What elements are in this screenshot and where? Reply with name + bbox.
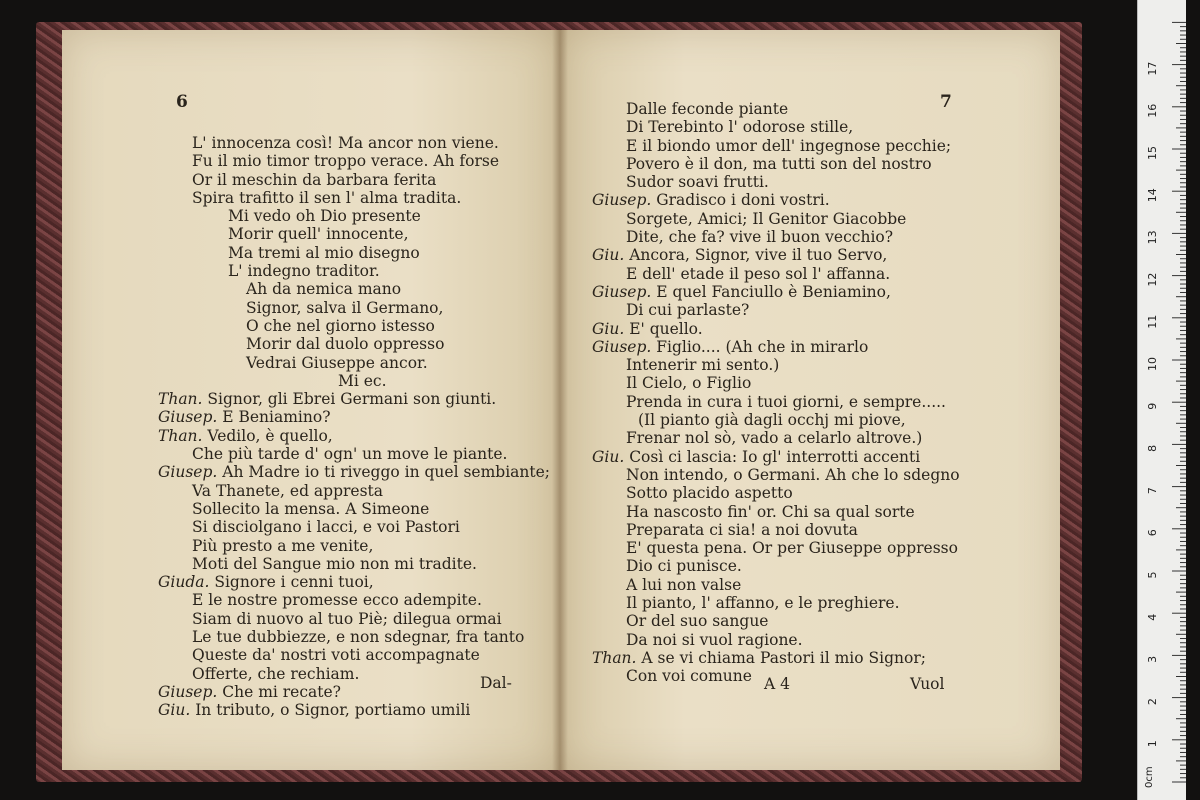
signature-mark: A 4 (764, 675, 790, 693)
text-line (592, 503, 960, 521)
text-line (158, 189, 550, 207)
line-text: O che nel giorno istesso (246, 316, 435, 335)
line-text: Preparata ci sia! a noi dovuta (626, 520, 858, 539)
speaker-name: Giu. (592, 319, 625, 338)
line-text: Sorgete, Amici; Il Genitor Giacobbe (626, 209, 907, 228)
line-text: Mi vedo oh Dio presente (228, 207, 421, 226)
line-text: Che più tarde d' ogn' un move le piante. (192, 445, 508, 464)
text-line (158, 335, 550, 353)
text-line (592, 246, 960, 264)
line-text: Offerte, che rechiam. (192, 664, 360, 683)
text-line (158, 225, 550, 243)
speaker-name: Giu. (158, 701, 191, 720)
line-text: Va Thanete, ed appresta (192, 481, 384, 500)
speaker-name: Giu. (592, 246, 625, 265)
text-line (158, 280, 550, 298)
line-text: Il Cielo, o Figlio (626, 374, 752, 393)
line-text: Così ci lascia: Io gl' interrotti accenti (629, 447, 921, 466)
text-line (158, 408, 550, 426)
text-line (158, 537, 550, 555)
text-line (158, 591, 550, 609)
text-line (158, 445, 550, 463)
line-text: Le tue dubbiezze, e non sdegnar, fra tanto (192, 628, 525, 647)
text-block (592, 100, 960, 686)
catchword: Dal- (480, 674, 512, 692)
text-line (158, 463, 550, 481)
text-line (158, 518, 550, 536)
speaker-name: Than. (592, 648, 637, 667)
text-line (592, 649, 960, 667)
line-text: E il biondo umor dell' ingegnose pecchie; (626, 136, 952, 155)
text-line (592, 320, 960, 338)
speaker-name: Giusep. (158, 682, 218, 701)
line-text: Signor, gli Ebrei Germani son giunti. (207, 390, 497, 409)
catchword: Vuol (910, 675, 945, 693)
text-line (158, 500, 550, 518)
text-line (158, 646, 550, 664)
line-text: Signore i cenni tuoi, (214, 573, 374, 592)
ruler-number: 17 (1146, 61, 1159, 76)
ruler-number: 4 (1146, 613, 1159, 621)
text-line (592, 448, 960, 466)
text-line (592, 100, 960, 118)
line-text: Che mi recate? (222, 682, 341, 701)
text-line (592, 228, 960, 246)
line-text: In tributo, o Signor, portiamo umili (195, 701, 471, 720)
text-line (158, 372, 550, 390)
line-text: E dell' etade il peso sol l' affanna. (626, 264, 891, 283)
line-text: Spira trafitto il sen l' alma tradita. (192, 188, 462, 207)
line-text: Fu il mio timor troppo verace. Ah forse (192, 152, 500, 171)
line-text: Morir dal duolo oppresso (246, 335, 445, 354)
speaker-name: Giusep. (592, 337, 652, 356)
line-text: Dalle feconde piante (626, 100, 789, 118)
line-text: Sudor soavi frutti. (626, 173, 769, 192)
text-line (158, 207, 550, 225)
line-text: Vedilo, è quello, (207, 426, 333, 445)
text-line (158, 628, 550, 646)
text-line (158, 171, 550, 189)
line-text: Ma tremi al mio disegno (228, 243, 420, 262)
line-text: Sollecito la mensa. A Simeone (192, 499, 430, 518)
text-line (592, 356, 960, 374)
text-line (592, 594, 960, 612)
ruler-number: 14 (1146, 188, 1159, 203)
ruler-number: 6 (1146, 529, 1159, 537)
line-text: L' indegno traditor. (228, 262, 380, 281)
text-line (592, 210, 960, 228)
line-text: Ah Madre io ti riveggo in quel sembiante; (222, 463, 551, 482)
text-line (592, 393, 960, 411)
speaker-name: Than. (158, 390, 203, 409)
text-line (158, 482, 550, 500)
speaker-name: Giusep. (592, 282, 652, 301)
text-line (592, 173, 960, 191)
text-line (158, 555, 550, 573)
text-line (158, 610, 550, 628)
line-text: A se vi chiama Pastori il mio Signor; (641, 648, 926, 667)
ruler-number: 3 (1146, 655, 1159, 663)
line-text: A lui non valse (626, 575, 742, 594)
line-text: Dio ci punisce. (626, 557, 742, 576)
text-line (592, 557, 960, 575)
speaker-name: Giu. (592, 447, 625, 466)
left-page (62, 30, 560, 770)
line-text: Moti del Sangue mio non mi tradite. (192, 554, 477, 573)
measuring-ruler (1137, 0, 1186, 800)
text-line (592, 429, 960, 447)
line-text: Di cui parlaste? (626, 301, 750, 320)
line-text: Gradisco i doni vostri. (656, 191, 830, 210)
ruler-scale (1138, 0, 1186, 800)
line-text: E Beniamino? (222, 408, 331, 427)
page-number: 6 (176, 92, 188, 112)
text-line (592, 374, 960, 392)
text-line (592, 539, 960, 557)
ruler-number: 1 (1146, 740, 1159, 748)
text-line (592, 411, 960, 429)
text-line (592, 191, 960, 209)
ruler-number: 12 (1146, 272, 1159, 287)
line-text: Morir quell' innocente, (228, 225, 409, 244)
text-line (592, 155, 960, 173)
line-text: Povero è il don, ma tutti son del nostro (626, 154, 932, 173)
line-text: Si disciolgano i lacci, e voi Pastori (192, 518, 460, 537)
line-text: Dite, che fa? vive il buon vecchio? (626, 228, 894, 247)
line-text: Ah da nemica mano (246, 280, 402, 299)
ruler-number: 9 (1146, 402, 1159, 410)
ruler-number: 16 (1146, 103, 1159, 118)
text-block (158, 134, 550, 720)
line-text: Siam di nuovo al tuo Piè; dilegua ormai (192, 609, 502, 628)
text-line (158, 427, 550, 445)
ruler-number: 8 (1146, 444, 1159, 452)
ruler-number: 5 (1146, 571, 1159, 579)
text-line (592, 466, 960, 484)
line-text: Queste da' nostri voti accompagnate (192, 646, 480, 665)
line-text: Intenerir mi sento.) (626, 356, 780, 375)
text-line (158, 152, 550, 170)
ruler-number: 15 (1146, 146, 1159, 160)
text-line (158, 134, 550, 152)
ruler-number: 7 (1146, 487, 1159, 495)
text-line (158, 317, 550, 335)
line-text: Da noi si vuol ragione. (626, 630, 803, 649)
speaker-name: Giusep. (158, 408, 218, 427)
line-text: Ancora, Signor, vive il tuo Servo, (629, 246, 888, 265)
line-text: E' questa pena. Or per Giuseppe oppresso (626, 539, 958, 558)
text-line (592, 612, 960, 630)
text-line (592, 521, 960, 539)
text-line (158, 262, 550, 280)
text-line (592, 118, 960, 136)
line-text: Prenda in cura i tuoi giorni, e sempre..... (626, 392, 946, 411)
text-line (592, 137, 960, 155)
speaker-name: Giusep. (158, 463, 218, 482)
line-text: Con voi comune (626, 667, 752, 686)
line-text: Non intendo, o Germani. Ah che lo sdegno (626, 465, 960, 484)
text-line (158, 573, 550, 591)
ruler-unit-label: 0cm (1144, 766, 1155, 788)
text-line (592, 631, 960, 649)
text-line (158, 244, 550, 262)
text-line (158, 390, 550, 408)
line-text: Or del suo sangue (626, 612, 769, 631)
line-text: Vedrai Giuseppe ancor. (246, 353, 428, 372)
line-text: Il pianto, l' affanno, e le preghiere. (626, 594, 900, 613)
text-line (158, 701, 550, 719)
text-line (592, 265, 960, 283)
speaker-name: Giusep. (592, 191, 652, 210)
text-line (592, 484, 960, 502)
page-number: 7 (940, 92, 952, 112)
text-line (592, 283, 960, 301)
right-page (560, 30, 1060, 770)
line-text: E' quello. (629, 319, 703, 338)
text-line (592, 338, 960, 356)
ruler-number: 10 (1146, 357, 1159, 371)
line-text: Figlio.... (Ah che in mirarlo (656, 337, 869, 356)
text-line (592, 576, 960, 594)
line-text: Più presto a me venite, (192, 536, 374, 555)
text-line (592, 301, 960, 319)
text-line (158, 299, 550, 317)
line-text: Mi ec. (338, 371, 387, 390)
line-text: Or il meschin da barbara ferita (192, 170, 437, 189)
line-text: E le nostre promesse ecco adempite. (192, 591, 482, 610)
line-text: Sotto placido aspetto (626, 484, 793, 503)
line-text: Signor, salva il Germano, (246, 298, 444, 317)
line-text: Frenar nol sò, vado a celarlo altrove.) (626, 429, 923, 448)
speaker-name: Than. (158, 426, 203, 445)
line-text: (Il pianto già dagli occhj mi piove, (638, 411, 906, 430)
line-text: E quel Fanciullo è Beniamino, (656, 282, 891, 301)
book-gutter (552, 30, 568, 770)
ruler-number: 2 (1146, 698, 1159, 706)
ruler-number: 13 (1146, 230, 1159, 245)
line-text: Di Terebinto l' odorose stille, (626, 118, 854, 137)
line-text: L' innocenza così! Ma ancor non viene. (192, 134, 499, 152)
speaker-name: Giuda. (158, 573, 210, 592)
ruler-number: 11 (1146, 314, 1159, 329)
line-text: Ha nascosto fin' or. Chi sa qual sorte (626, 502, 915, 521)
text-line (158, 354, 550, 372)
